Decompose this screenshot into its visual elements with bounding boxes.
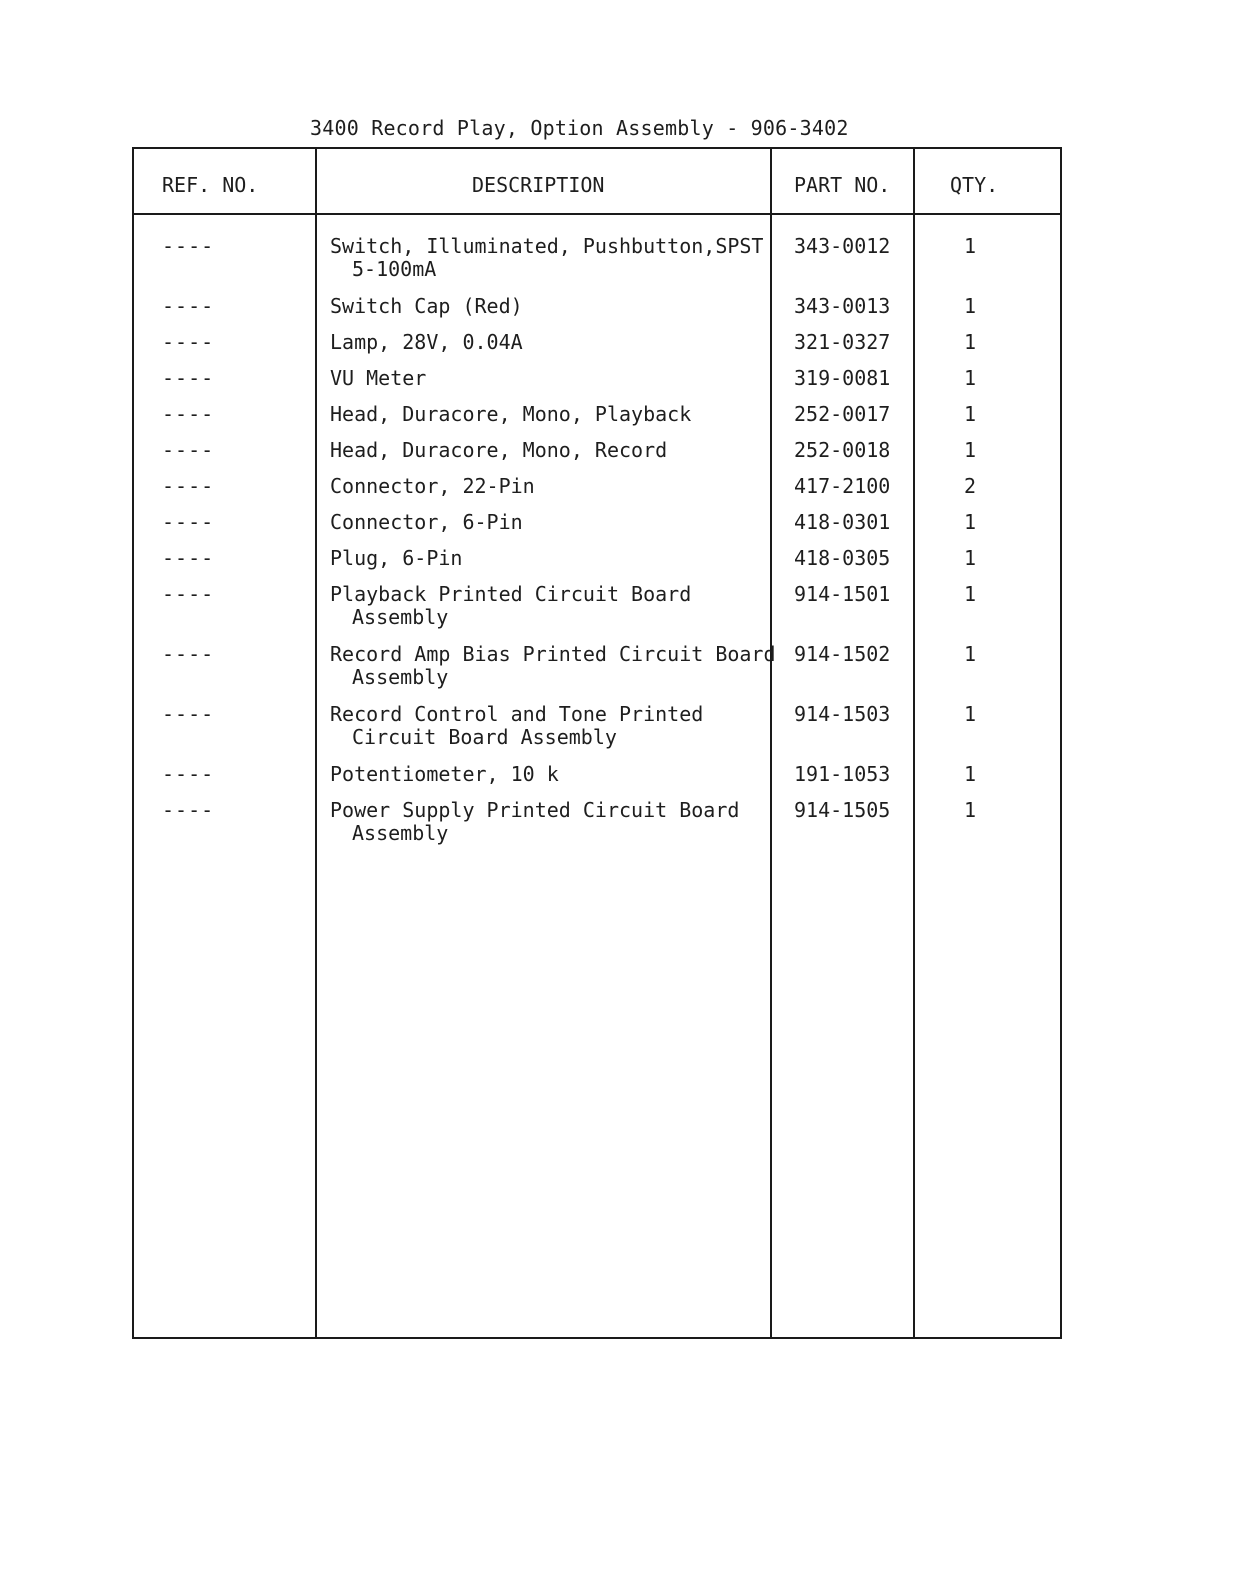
description-line: Connector, 22-Pin [330, 474, 535, 498]
ref-no-cell: ---- [162, 762, 215, 786]
header-ref-no: REF. NO. [162, 173, 259, 197]
part-no-cell: 321-0327 [794, 330, 891, 354]
description-cell [330, 295, 523, 318]
qty-cell: 1 [964, 366, 977, 390]
description-line: Potentiometer, 10 k [330, 762, 559, 786]
qty-cell: 2 [964, 474, 977, 498]
qty-cell: 1 [964, 294, 977, 318]
part-no-cell: 252-0017 [794, 402, 891, 426]
header-divider [134, 213, 1060, 215]
description-cell [330, 799, 739, 845]
description-line: Record Control and Tone Printed [330, 702, 704, 726]
ref-no-cell: ---- [162, 438, 215, 462]
table-row [134, 703, 1060, 763]
description-line: Lamp, 28V, 0.04A [330, 330, 523, 354]
description-cell [330, 367, 426, 390]
table-body [134, 235, 1060, 859]
description-line: Assembly [352, 821, 449, 845]
ref-no-cell: ---- [162, 294, 215, 318]
description-line: Assembly [352, 665, 449, 689]
description-line: Power Supply Printed Circuit Board [330, 798, 740, 822]
description-cell [330, 475, 535, 498]
ref-no-cell: ---- [162, 366, 215, 390]
part-no-cell: 343-0013 [794, 294, 891, 318]
table-row [134, 583, 1060, 643]
table-row [134, 367, 1060, 403]
description-cell [330, 331, 523, 354]
description-line: Circuit Board Assembly [352, 725, 617, 749]
description-line: Switch, Illuminated, Pushbutton,SPST [330, 234, 764, 258]
table-row [134, 235, 1060, 295]
description-cell [330, 511, 523, 534]
description-cell [330, 643, 776, 689]
qty-cell: 1 [964, 582, 977, 606]
table-row [134, 511, 1060, 547]
qty-cell: 1 [964, 702, 977, 726]
part-no-cell: 418-0305 [794, 546, 891, 570]
description-line: Switch Cap (Red) [330, 294, 523, 318]
table-row [134, 763, 1060, 799]
ref-no-cell: ---- [162, 402, 215, 426]
part-no-cell: 418-0301 [794, 510, 891, 534]
description-cell [330, 583, 691, 629]
description-line: Plug, 6-Pin [330, 546, 463, 570]
part-no-cell: 319-0081 [794, 366, 891, 390]
description-line: Assembly [352, 605, 449, 629]
table-row [134, 331, 1060, 367]
qty-cell: 1 [964, 546, 977, 570]
table-row [134, 403, 1060, 439]
ref-no-cell: ---- [162, 582, 215, 606]
description-cell [330, 235, 763, 281]
description-line: 5-100mA [352, 257, 437, 281]
qty-cell: 1 [964, 402, 977, 426]
description-line: Connector, 6-Pin [330, 510, 523, 534]
table-row [134, 547, 1060, 583]
ref-no-cell: ---- [162, 474, 215, 498]
ref-no-cell: ---- [162, 510, 215, 534]
qty-cell: 1 [964, 510, 977, 534]
ref-no-cell: ---- [162, 642, 215, 666]
ref-no-cell: ---- [162, 234, 215, 258]
header-description: DESCRIPTION [472, 173, 605, 197]
table-row [134, 799, 1060, 859]
table-row [134, 439, 1060, 475]
qty-cell: 1 [964, 798, 977, 822]
page-title: 3400 Record Play, Option Assembly - 906-3402 [310, 116, 849, 140]
description-cell [330, 439, 667, 462]
ref-no-cell: ---- [162, 546, 215, 570]
description-line: Head, Duracore, Mono, Record [330, 438, 668, 462]
header-qty: QTY. [950, 173, 999, 197]
qty-cell: 1 [964, 234, 977, 258]
description-line: VU Meter [330, 366, 427, 390]
table-row [134, 295, 1060, 331]
part-no-cell: 914-1502 [794, 642, 891, 666]
qty-cell: 1 [964, 642, 977, 666]
qty-cell: 1 [964, 330, 977, 354]
description-cell [330, 403, 691, 426]
part-no-cell: 914-1503 [794, 702, 891, 726]
description-line: Head, Duracore, Mono, Playback [330, 402, 692, 426]
part-no-cell: 417-2100 [794, 474, 891, 498]
description-line: Playback Printed Circuit Board [330, 582, 692, 606]
part-no-cell: 191-1053 [794, 762, 891, 786]
parts-table [132, 147, 1062, 1339]
description-cell [330, 703, 703, 749]
description-line: Record Amp Bias Printed Circuit Board [330, 642, 776, 666]
description-cell [330, 763, 559, 786]
part-no-cell: 914-1501 [794, 582, 891, 606]
table-row [134, 475, 1060, 511]
ref-no-cell: ---- [162, 702, 215, 726]
header-part-no: PART NO. [794, 173, 891, 197]
ref-no-cell: ---- [162, 798, 215, 822]
description-cell [330, 547, 462, 570]
part-no-cell: 343-0012 [794, 234, 891, 258]
part-no-cell: 914-1505 [794, 798, 891, 822]
ref-no-cell: ---- [162, 330, 215, 354]
qty-cell: 1 [964, 762, 977, 786]
qty-cell: 1 [964, 438, 977, 462]
table-row [134, 643, 1060, 703]
part-no-cell: 252-0018 [794, 438, 891, 462]
